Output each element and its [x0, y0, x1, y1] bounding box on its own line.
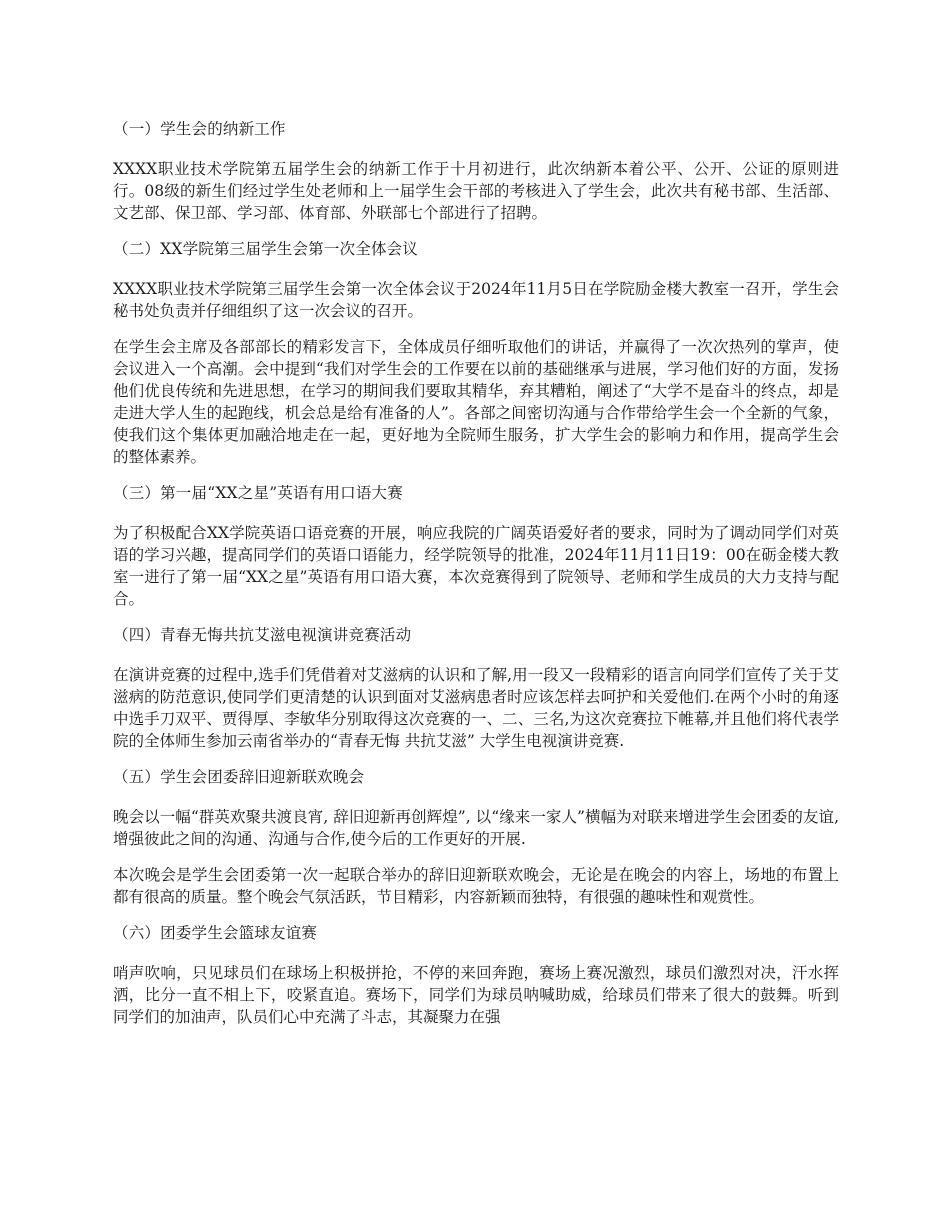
paragraph: 在演讲竞赛的过程中,选手们凭借着对艾滋病的认识和了解,用一段又一段精彩的语言向同学们宣传了关于艾滋病的防范意识,使同学们更清楚的认识到面对艾滋病患者时应该怎样去呵护和关爱他们.在两个小时的角逐中选手刀双平、贾得厚、李敏华分别取得这次竞赛的一、二、三名,为这次竞赛拉下帷幕,并且他们将代表学院的全体师生参加云南省举办的“青春无悔 共抗艾滋” 大学生电视演讲竞赛.: [113, 666, 839, 750]
section-heading: （五）学生会团委辞旧迎新联欢晚会: [113, 768, 365, 786]
section-heading: （四）青春无悔共抗艾滋电视演讲竞赛活动: [113, 626, 412, 644]
section-2: [113, 238, 839, 468]
paragraph: XXXX职业技术学院第五届学生会的纳新工作于十月初进行，此次纳新本着公平、公开、公证的原则进行。08级的新生们经过学生处老师和上一届学生会干部的考核进入了学生会，此次共有秘书部、生活部、文艺部、保卫部、学习部、体育部、外联部七个部进行了招聘。: [113, 160, 839, 222]
section-1: [113, 118, 839, 224]
paragraph: XXXX职业技术学院第三届学生会第一次全体会议于2024年11月5日在学院励金楼大教室一召开，学生会秘书处负责并仔细组织了这一次会议的召开。: [113, 280, 839, 320]
section-heading: （三）第一届“XX之星”英语有用口语大赛: [113, 484, 403, 502]
paragraph: 哨声吹响，只见球员们在球场上积极拼抢，不停的来回奔跑，赛场上赛况激烈，球员们激烈对决，汗水挥洒，比分一直不相上下，咬紧直追。赛场下，同学们为球员呐喊助威，给球员们带来了很大的鼓舞。听到同学们的加油声，队员们心中充满了斗志，其凝聚力在强: [113, 964, 839, 1026]
paragraph: 在学生会主席及各部部长的精彩发言下，全体成员仔细听取他们的讲话，并赢得了一次次热列的掌声，使会议进入一个高潮。会中提到“我们对学生会的工作要在以前的基础继承与进展，学习他们好的方面，发扬他们优良传统和先进思想，在学习的期间我们要取其精华，弃其糟粕，阐述了“大学不是奋斗的终点，却是走进大学人生的起跑线，机会总是给有准备的人”。各部之间密切沟通与合作带给学生会一个全新的气象，使我们这个集体更加融洽地走在一起，更好地为全院师生服务，扩大学生会的影响力和作用，提高学生会的整体素养。: [113, 338, 839, 466]
section-3: [113, 482, 839, 610]
paragraph: 晚会以一幅“群英欢聚共渡良宵, 辞旧迎新再创辉煌”, 以“缘来一家人”横幅为对联来增进学生会团委的友谊,增强彼此之间的沟通、沟通与合作,使今后的工作更好的开展.: [113, 808, 839, 848]
section-heading: （一）学生会的纳新工作: [113, 120, 286, 138]
paragraph: 为了积极配合XX学院英语口语竞赛的开展，响应我院的广阔英语爱好者的要求，同时为了调动同学们对英语的学习兴趣，提高同学们的英语口语能力，经学院领导的批准，2024年11月11日19：00在砺金楼大教室一进行了第一届“XX之星”英语有用口语大赛，本次竞赛得到了院领导、老师和学生成员的大力支持与配合。: [113, 524, 839, 608]
section-5: [113, 766, 839, 908]
section-6: [113, 922, 839, 1028]
section-heading: （六）团委学生会篮球友谊赛: [113, 924, 318, 942]
section-heading: （二）XX学院第三届学生会第一次全体会议: [113, 240, 419, 258]
document-page: [113, 118, 839, 1042]
section-4: [113, 624, 839, 752]
paragraph: 本次晚会是学生会团委第一次一起联合举办的辞旧迎新联欢晚会，无论是在晚会的内容上，场地的布置上都有很高的质量。整个晚会气氛活跃，节目精彩，内容新颖而独特，有很强的趣味性和观赏性。: [113, 866, 839, 906]
